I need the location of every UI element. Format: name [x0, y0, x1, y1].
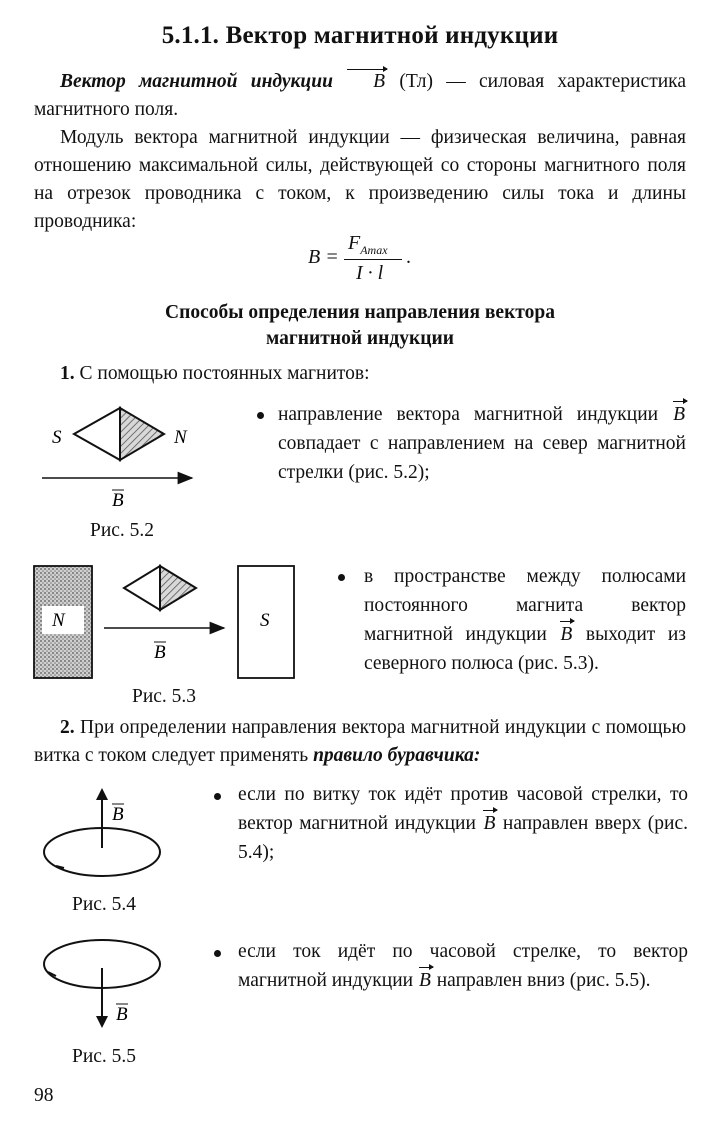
fig54-bullet — [238, 780, 688, 867]
fig52-label-b: B — [112, 490, 124, 511]
formula-numerator — [348, 232, 388, 258]
fig52-label-s: S — [52, 427, 62, 448]
figure-5-4 — [36, 786, 176, 886]
fig55-bullet-post: направлен вниз (рис. 5.5). — [436, 970, 651, 991]
fig55-label-b: B — [116, 1004, 128, 1025]
page-number: 98 — [34, 1085, 54, 1106]
fig55-b-arrowhead — [96, 1016, 108, 1028]
definition-term: Вектор магнитной индукции — [60, 71, 333, 92]
b-vector-symbol: B — [559, 620, 573, 649]
fig52-label-n: N — [174, 427, 187, 448]
fig52-caption: Рис. 5.2 — [90, 520, 155, 541]
method-item-1 — [60, 360, 660, 388]
fig53-caption: Рис. 5.3 — [132, 686, 197, 707]
fig53-bullet-pre: в пространстве между полюсами постоянного магнита вектор магнитной индукции — [364, 566, 686, 645]
fig53-needle-north — [160, 566, 196, 610]
fig53-bullet-post: выходит из северного полюса (рис. 5.3). — [364, 624, 687, 674]
methods-heading — [0, 300, 720, 352]
figure-5-5 — [36, 930, 176, 1034]
formula-lhs: B = — [308, 246, 339, 268]
fig55-bullet-dot — [214, 950, 221, 957]
methods-heading-line2: магнитной индукции — [266, 328, 454, 349]
fig55-bullet — [238, 937, 688, 995]
fig54-bullet-pre: если по витку ток идёт против часовой стрелки, то вектор магнитной индукции — [238, 784, 688, 834]
definition-rest: — силовая характеристика магнитного поля. — [34, 71, 686, 120]
formula-denominator: I · l — [356, 262, 384, 284]
definition-paragraph — [34, 68, 686, 124]
fig52-bullet-pre: направление вектора магнитной индукции — [278, 404, 659, 425]
definition-unit: (Тл) — [399, 71, 434, 92]
method-item-2-number: 2. — [60, 717, 75, 738]
b-vector-symbol: B — [418, 966, 432, 995]
method-item-2-text: При определении направления вектора магнитной индукции с помощью витка с током следует применять — [34, 717, 687, 766]
fig52-bullet — [278, 400, 686, 487]
fig52-bullet-post: совпадает с направлением на север магнитной стрелки (рис. 5.2); — [278, 433, 686, 483]
formula-numerator-sub: Amax — [360, 243, 388, 257]
formula — [300, 232, 440, 288]
fig55-bullet-pre: если ток идёт по часовой стрелке, то вектор магнитной индукции — [238, 941, 688, 991]
fig54-caption: Рис. 5.4 — [72, 894, 137, 915]
fig53-label-s: S — [260, 610, 270, 631]
fig54-bullet-post: направлен вверх (рис. 5.4); — [238, 813, 689, 863]
gimlet-rule: правило буравчика: — [313, 745, 481, 766]
formula-fraction-bar — [344, 259, 402, 260]
fig53-label-n: N — [52, 610, 65, 631]
b-vector-symbol: B — [346, 68, 386, 96]
fig52-bullet-dot — [257, 412, 264, 419]
compass-needle-north — [120, 408, 164, 460]
fig53-label-b: B — [154, 642, 166, 663]
b-vector-symbol: B — [672, 400, 686, 429]
compass-needle-south — [74, 408, 120, 460]
fig54-b-arrowhead — [96, 788, 108, 800]
methods-heading-line1: Способы определения направления вектора — [165, 302, 555, 323]
fig54-bullet-dot — [214, 793, 221, 800]
fig55-caption: Рис. 5.5 — [72, 1046, 137, 1067]
method-item-1-text: С помощью постоянных магнитов: — [79, 363, 370, 384]
fig54-label-b: B — [112, 804, 124, 825]
figure-5-2 — [36, 396, 226, 518]
b-vector-symbol: B — [482, 809, 496, 838]
formula-numerator-f: F — [348, 232, 361, 254]
figure-5-3 — [32, 560, 298, 684]
fig53-needle-south — [124, 566, 160, 610]
fig53-bullet — [364, 562, 686, 678]
method-item-2 — [34, 714, 686, 770]
section-title: 5.1.1. Вектор магнитной индукции — [161, 22, 559, 49]
formula-end: . — [406, 246, 411, 268]
modulus-paragraph: Модуль вектора магнитной индукции — физическая величина, равная отношению максимальной силы, действующей со стороны магнитного поля на отрезок проводника с током, к произведению силы тока и длины проводника: — [34, 127, 686, 232]
fig53-bullet-dot — [338, 574, 345, 581]
method-item-1-number: 1. — [60, 363, 75, 384]
